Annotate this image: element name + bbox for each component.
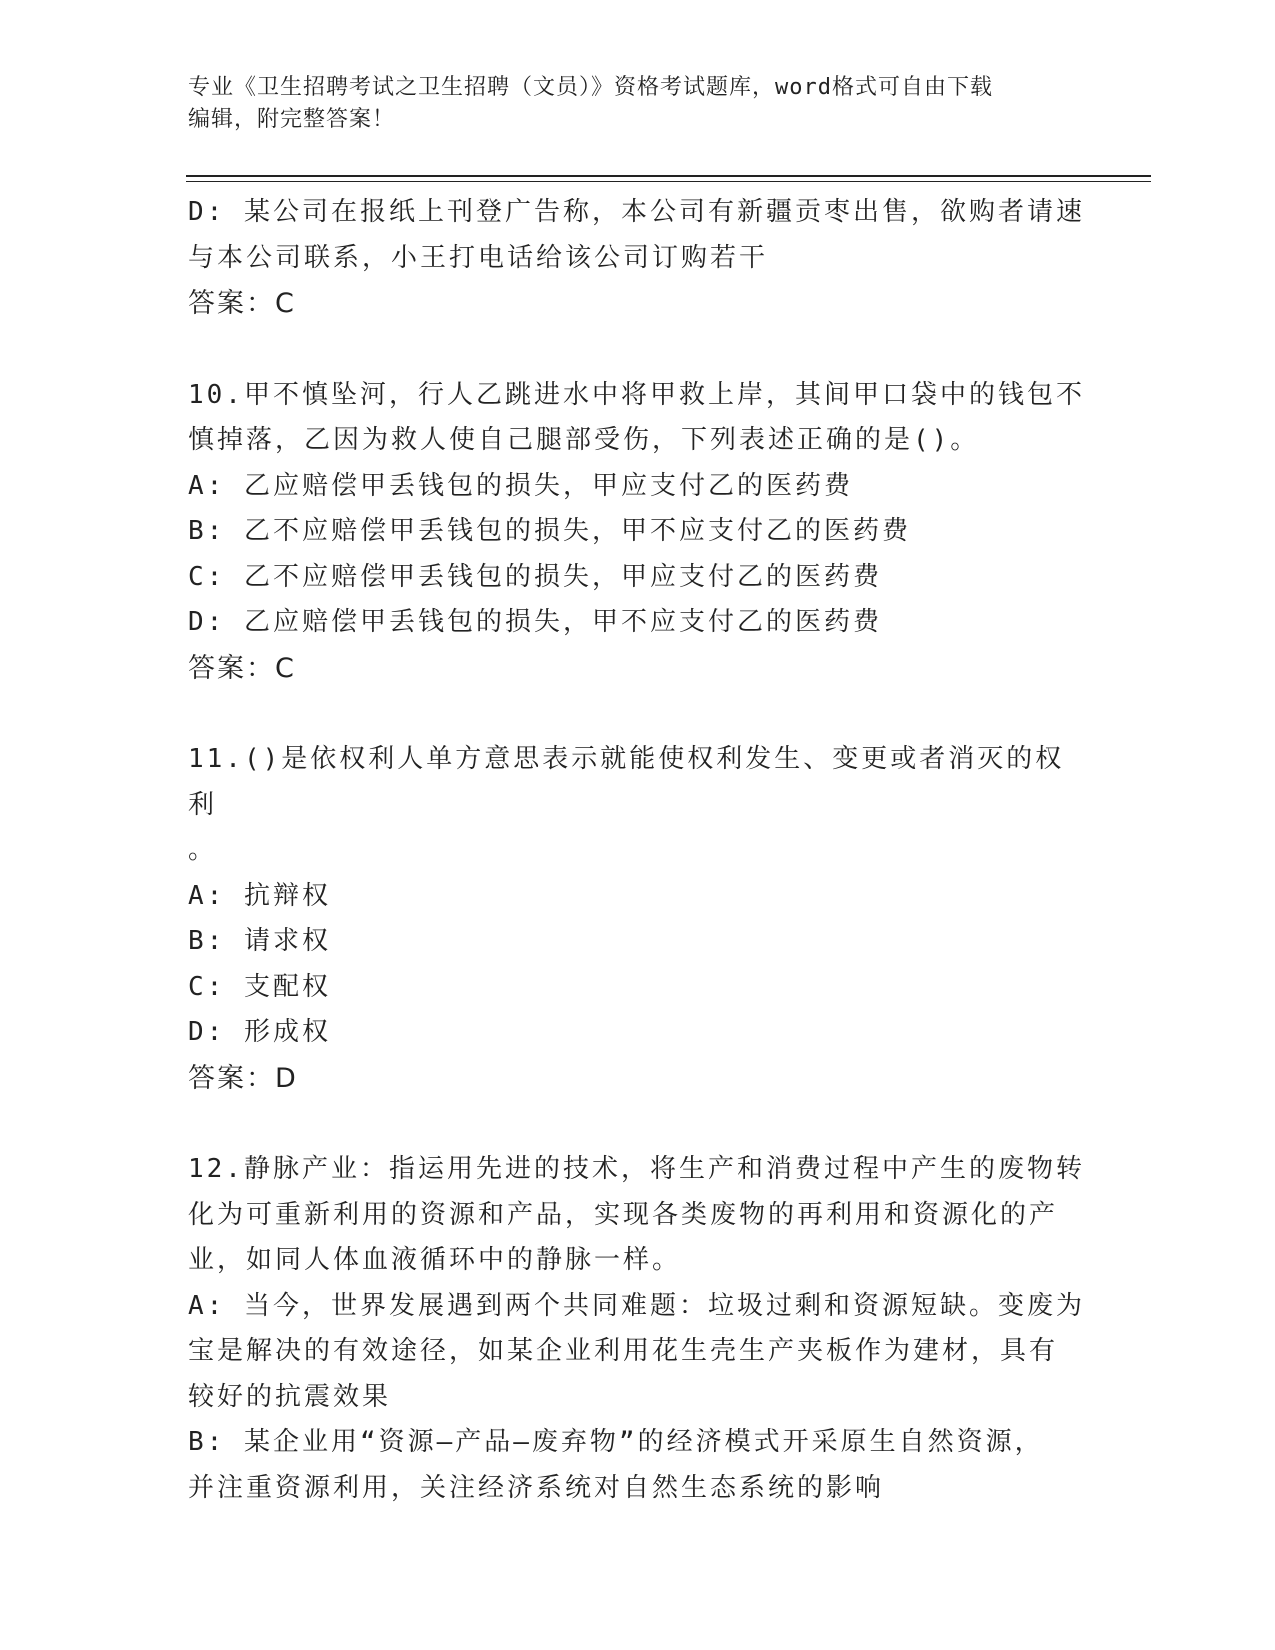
option-b-line-2: 并注重资源利用，关注经济系统对自然生态系统的影响 — [188, 1472, 885, 1503]
answer-text: 答案：D — [188, 1062, 298, 1094]
question-content — [188, 190, 1088, 1511]
question-stem-line-1: 12.静脉产业：指运用先进的技术，将生产和消费过程中产生的废物转 — [188, 1154, 1085, 1184]
option-a-line-3: 较好的抗震效果 — [188, 1381, 392, 1412]
document-header — [188, 72, 1078, 136]
option-b-line-1: B: 某企业用“资源—产品—废弃物”的经济模式开采原生自然资源， — [188, 1427, 1044, 1457]
question-stem-line-2: 慎掉落，乙因为救人使自己腿部受伤，下列表述正确的是()。 — [188, 425, 980, 455]
answer-text: 答案：C — [188, 652, 296, 684]
option-a-line-1: A: 当今，世界发展遇到两个共同难题：垃圾过剩和资源短缺。变废为 — [188, 1290, 1085, 1321]
question-12 — [188, 1147, 1088, 1511]
spacer — [188, 1101, 1088, 1147]
option-c: C: 乙不应赔偿甲丢钱包的损失，甲应支付乙的医药费 — [188, 561, 882, 592]
option-a: A: 乙应赔偿甲丢钱包的损失，甲应支付乙的医药费 — [188, 470, 853, 501]
question-stem-line-1: 10.甲不慎坠河，行人乙跳进水中将甲救上岸，其间甲口袋中的钱包不 — [188, 379, 1085, 410]
header-line-2: 编辑，附完整答案！ — [188, 107, 396, 132]
option-a-line-2: 宝是解决的有效途径，如某企业利用花生壳生产夹板作为建材，具有 — [188, 1336, 1059, 1366]
option-d-line-1: D: 某公司在报纸上刊登广告称，本公司有新疆贡枣出售，欲购者请速 — [188, 197, 1085, 227]
option-d: D: 形成权 — [188, 1017, 331, 1047]
option-d-line-2: 与本公司联系，小王打电话给该公司订购若干 — [188, 242, 769, 273]
question-stem-line-2: 。 — [188, 835, 218, 865]
header-line-1: 专业《卫生招聘考试之卫生招聘（文员）》资格考试题库，word格式可自由下载 — [188, 75, 993, 100]
question-stem-line-1: 11.()是依权利人单方意思表示就能使权利发生、变更或者消灭的权利 — [188, 744, 1065, 820]
option-b: B: 请求权 — [188, 926, 331, 956]
spacer — [188, 327, 1088, 373]
option-a: A: 抗辩权 — [188, 880, 331, 911]
question-9-tail — [188, 190, 1088, 327]
question-10 — [188, 373, 1088, 692]
header-divider-thin — [186, 181, 1151, 182]
option-d: D: 乙应赔偿甲丢钱包的损失，甲不应支付乙的医药费 — [188, 607, 882, 637]
question-stem-line-3: 业，如同人体血液循环中的静脉一样。 — [188, 1245, 682, 1275]
answer-text: 答案：C — [188, 288, 296, 319]
spacer — [188, 691, 1088, 737]
question-stem-line-2: 化为可重新利用的资源和产品，实现各类废物的再利用和资源化的产 — [188, 1199, 1059, 1230]
header-divider-thick — [186, 175, 1151, 177]
option-b: B: 乙不应赔偿甲丢钱包的损失，甲不应支付乙的医药费 — [188, 516, 911, 546]
option-c: C: 支配权 — [188, 971, 331, 1002]
question-11 — [188, 737, 1088, 1101]
